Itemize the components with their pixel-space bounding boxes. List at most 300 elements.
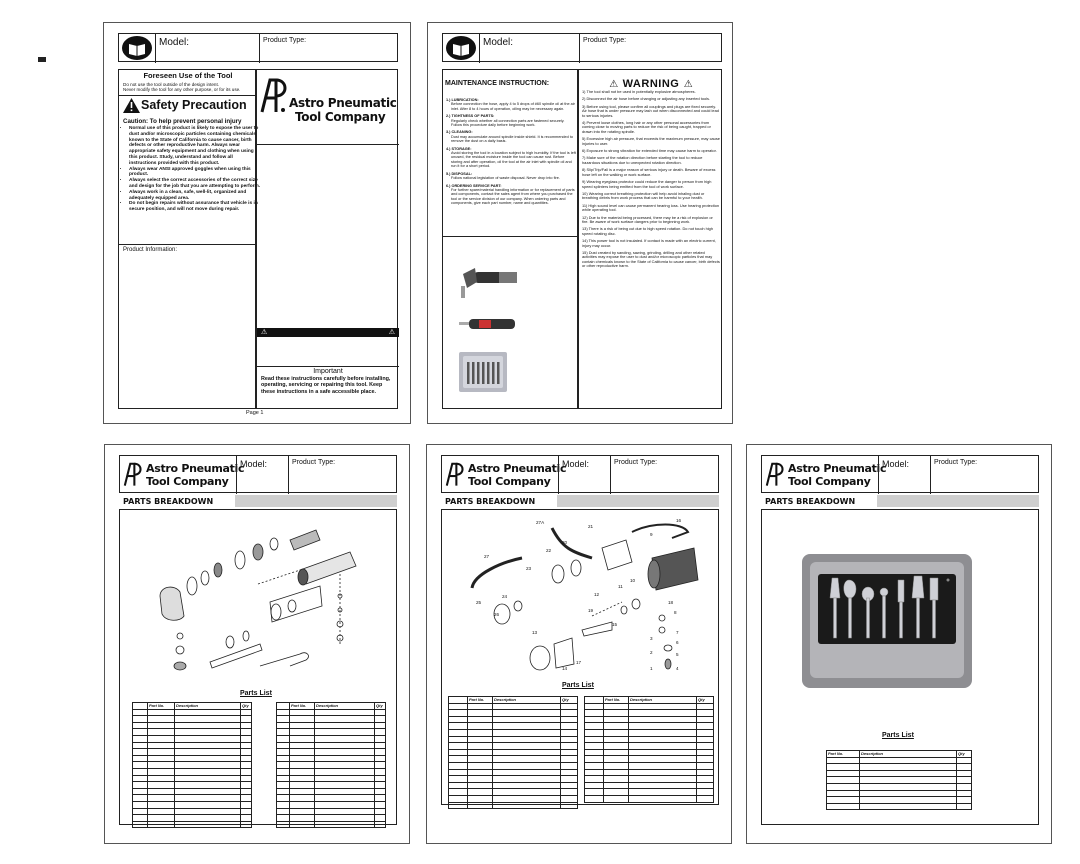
col-description: Description: [629, 697, 697, 704]
table-row: [585, 762, 714, 769]
table-row: [449, 703, 578, 710]
table-cell: [697, 749, 714, 756]
table-cell: [585, 789, 604, 796]
col-part-no: Part No.: [468, 697, 493, 704]
table-cell: [561, 743, 578, 750]
warning-banner-icon-right: ⚠: [388, 329, 395, 336]
table-row: [585, 723, 714, 730]
parts-breakdown-title: PARTS BREAKDOWN: [765, 497, 856, 506]
table-cell: [493, 723, 561, 730]
page3-header: [119, 455, 397, 493]
maintenance-item: 6.) ORDERING SERVICE PART: For further spare/material handling information or for replacement of parts and components, contact the sales agent from where you purchased the tool or the service division of our company. When ordering parts and components, give each part number, name and quantities.: [446, 183, 575, 206]
table-cell: [629, 710, 697, 717]
manual-page-4: [426, 444, 732, 844]
table-cell: [148, 742, 175, 749]
table-cell: [585, 769, 604, 776]
warning-item: 7) Make sure of the rotation direction before starting the tool to reduce hazardous situations due to unexpected rotation direction.: [582, 155, 703, 165]
col-qty: Qty: [241, 703, 252, 710]
table-row: [449, 776, 578, 783]
foreseen-title: Foreseen Use of the Tool: [143, 71, 233, 80]
warning-item: 9) Wearing eyeglass protector could reduce the danger to person from high speed splinters being emitted from the tool of work surface.: [582, 179, 712, 189]
table-cell: [375, 808, 386, 815]
table-cell: [585, 749, 604, 756]
callout-label: 22: [546, 548, 552, 553]
table-row: [277, 808, 386, 815]
title-bar: [877, 495, 1039, 507]
table-cell: [697, 716, 714, 723]
table-cell: [315, 788, 375, 795]
table-row: [133, 716, 252, 723]
table-cell: [468, 769, 493, 776]
book-icon: [122, 36, 152, 60]
safety-bullets: [121, 126, 261, 213]
table-cell: [493, 749, 561, 756]
table-cell: [133, 742, 148, 749]
table-cell: [148, 782, 175, 789]
model-label: Model:: [562, 459, 590, 469]
table-row: [827, 777, 972, 784]
table-cell: [629, 743, 697, 750]
table-cell: [561, 762, 578, 769]
warning-item: 8) Slip/Trip/Fall is a major reason of serious injury or death. Beware of excess hose left on the walking or work surface.: [582, 167, 716, 177]
parts-table-body: [133, 709, 252, 828]
table-cell: [315, 808, 375, 815]
table-cell: [561, 782, 578, 789]
manual-page-5: [746, 444, 1052, 844]
table-cell: [290, 716, 315, 723]
callout-label: 19: [588, 608, 594, 613]
col-description: Description: [493, 697, 561, 704]
table-row: [449, 729, 578, 736]
safety-bullet: • Normal use of this product is likely to expose the user to dust and/or microscopic particles containing chemicals known to the State of California to cause cancer, birth defects or other reproductive harm. Always wear appropriate safety equipment and clothing when using this product. Study, understand and follow all instructions provided with this product.: [129, 126, 261, 167]
table-row: [827, 783, 972, 790]
table-cell: [860, 783, 957, 790]
table-cell: [585, 716, 604, 723]
table-row: [133, 729, 252, 736]
callout-label: 9: [650, 532, 653, 537]
important-text: Read these instructions carefully before installing, operating, servicing or repairing this tool. Keep these instructions in a safe accessible place.: [261, 376, 391, 395]
ap-logo-icon: [445, 461, 465, 492]
table-cell: [827, 790, 860, 797]
table-cell: [375, 709, 386, 716]
table-cell: [241, 768, 252, 775]
table-cell: [604, 723, 629, 730]
callout-label: 20: [562, 540, 568, 545]
warning-item: 10) Wearing correct breathing protection will help avoid inhaling dust or breathing debris from work process that can be harmful to your health.: [582, 190, 705, 201]
table-cell: [493, 795, 561, 802]
table-cell: [277, 729, 290, 736]
table-cell: [315, 782, 375, 789]
table-cell: [860, 770, 957, 777]
maintenance-item: 1.) LUBRICATION: Before connection the hose, apply 4 to 5 drops of #60 spindle oil at the air inlet. After 8 to 4 hours of operation, oiling may be necessary again.: [446, 98, 575, 111]
table-cell: [133, 795, 148, 802]
table-cell: [493, 782, 561, 789]
table-cell: [133, 729, 148, 736]
table-cell: [604, 716, 629, 723]
table-header-row: [277, 703, 386, 710]
table-cell: [175, 821, 241, 828]
table-cell: [175, 716, 241, 723]
table-row: [827, 797, 972, 804]
table-cell: [148, 735, 175, 742]
table-cell: [493, 776, 561, 783]
safety-bullet: • Always select the correct accessories of the correct size and design for the job that you are attempting to perform.: [129, 178, 261, 190]
table-cell: [468, 729, 493, 736]
table-cell: [148, 709, 175, 716]
table-cell: [604, 756, 629, 763]
burr-set-image: [459, 352, 507, 392]
table-row: [277, 716, 386, 723]
table-cell: [493, 716, 561, 723]
table-cell: [315, 735, 375, 742]
maintenance-item: 4.) STORAGE: Avoid storing the tool in a location subject to high humidity. If the tool is left unused, the residual moisture inside the tool can cause rust. Before storing and after operation, oil the tool at the air inlet with spindle oil and run it for a short period.: [446, 146, 576, 169]
warning-banner-icon-left: ⚠: [261, 329, 268, 336]
table-cell: [175, 801, 241, 808]
table-cell: [827, 777, 860, 784]
table-cell: [290, 821, 315, 828]
callout-label: 14: [562, 666, 568, 671]
table-cell: [133, 788, 148, 795]
table-cell: [957, 770, 972, 777]
product-type-label: Product Type:: [292, 459, 336, 466]
company-name-line-1: Astro Pneumatic: [146, 462, 245, 475]
table-cell: [290, 729, 315, 736]
model-label: Model:: [240, 459, 268, 469]
page-number: Page 1: [246, 410, 264, 416]
table-cell: [561, 795, 578, 802]
table-row: [449, 749, 578, 756]
table-cell: [175, 808, 241, 815]
table-cell: [449, 782, 468, 789]
table-cell: [175, 735, 241, 742]
callout-label: 4: [676, 666, 679, 671]
table-cell: [629, 749, 697, 756]
table-cell: [148, 768, 175, 775]
page3-drawing-frame: [119, 509, 397, 825]
angle-die-grinder-image: [459, 262, 519, 305]
table-cell: [241, 782, 252, 789]
page-marker-icon: [38, 57, 46, 62]
table-cell: [957, 764, 972, 771]
table-cell: [133, 801, 148, 808]
manual-page-3: [104, 444, 410, 844]
table-cell: [827, 770, 860, 777]
table-cell: [697, 756, 714, 763]
table-cell: [290, 742, 315, 749]
table-cell: [277, 788, 290, 795]
col-part-no: Part No.: [827, 751, 860, 758]
table-cell: [697, 703, 714, 710]
table-row: [827, 803, 972, 810]
callout-label: 12: [594, 592, 600, 597]
table-row: [449, 795, 578, 802]
table-cell: [290, 782, 315, 789]
company-name-line-1: Astro Pneumatic: [788, 462, 887, 475]
table-row: [133, 735, 252, 742]
table-cell: [468, 723, 493, 730]
table-cell: [175, 762, 241, 769]
table-cell: [148, 716, 175, 723]
table-row: [133, 801, 252, 808]
table-cell: [175, 775, 241, 782]
table-cell: [585, 782, 604, 789]
table-row: [277, 795, 386, 802]
table-cell: [375, 768, 386, 775]
table-row: [449, 789, 578, 796]
table-row: [585, 782, 714, 789]
table-cell: [375, 735, 386, 742]
straight-die-grinder-image: [459, 316, 517, 337]
table-cell: [241, 729, 252, 736]
table-row: [133, 749, 252, 756]
table-cell: [827, 797, 860, 804]
table-cell: [277, 755, 290, 762]
table-cell: [697, 795, 714, 802]
parts-list-title: Parts List: [562, 682, 594, 689]
table-row: [585, 776, 714, 783]
table-row: [277, 821, 386, 828]
table-cell: [468, 736, 493, 743]
table-cell: [860, 790, 957, 797]
warning-item: 3) Before using tool, please confirm all couplings and plugs are fixed securely. Air hose that is under pressure may lash out when disconnected and could lead to serious injuries.: [582, 103, 719, 118]
table-cell: [277, 782, 290, 789]
col-qty: Qty: [375, 703, 386, 710]
table-cell: [241, 749, 252, 756]
table-cell: [604, 789, 629, 796]
table-cell: [629, 769, 697, 776]
table-cell: [697, 710, 714, 717]
table-cell: [449, 716, 468, 723]
table-cell: [241, 801, 252, 808]
table-cell: [629, 782, 697, 789]
table-cell: [290, 735, 315, 742]
table-cell: [290, 709, 315, 716]
table-cell: [277, 808, 290, 815]
table-cell: [277, 801, 290, 808]
table-cell: [561, 802, 578, 809]
table-cell: [241, 762, 252, 769]
table-cell: [860, 764, 957, 771]
warning-item: 2) Disconnect the air hose before changing or adjusting any inserted tools.: [582, 96, 711, 102]
table-cell: [241, 755, 252, 762]
table-cell: [133, 722, 148, 729]
col-part-no: Part No.: [148, 703, 175, 710]
table-cell: [277, 775, 290, 782]
callout-label: 27A: [536, 520, 545, 525]
table-cell: [604, 769, 629, 776]
table-cell: [449, 756, 468, 763]
table-cell: [561, 756, 578, 763]
table-cell: [604, 762, 629, 769]
table-cell: [175, 768, 241, 775]
table-cell: [375, 749, 386, 756]
table-row: [133, 821, 252, 828]
table-cell: [629, 723, 697, 730]
manual-page-1: [103, 22, 411, 424]
table-cell: [585, 762, 604, 769]
table-cell: [468, 710, 493, 717]
page1-header: [118, 33, 398, 62]
table-cell: [827, 764, 860, 771]
table-row: [277, 801, 386, 808]
table-row: [133, 782, 252, 789]
foreseen-line-1: Do not use the tool outside of the design intent.: [123, 82, 220, 87]
warning-item: 13) There is a risk of being cut due to high speed rotation. Do not touch high speed rotating disc.: [582, 226, 713, 236]
table-cell: [697, 736, 714, 743]
table-cell: [133, 768, 148, 775]
table-cell: [241, 815, 252, 822]
maintenance-item: 2.) TIGHTNESS OF PARTS: Regularly check whether all connection parts are fastened securely. Follow this procedure daily before beginning work.: [446, 114, 565, 128]
table-header-row: [133, 703, 252, 710]
exploded-view-drawing: [462, 518, 702, 683]
table-cell: [604, 703, 629, 710]
table-cell: [561, 723, 578, 730]
table-cell: [860, 777, 957, 784]
table-cell: [375, 729, 386, 736]
product-type-label: Product Type:: [263, 37, 307, 44]
table-cell: [629, 795, 697, 802]
col-qty: Qty: [697, 697, 714, 704]
parts-table-right: [584, 696, 714, 803]
table-cell: [604, 782, 629, 789]
product-type-label: Product Type:: [614, 459, 658, 466]
maintenance-item: 3.) CLEANING: Dust may accumulate around spindle inside shield. It is recommended to remove the dust on a daily basis.: [446, 130, 573, 144]
table-cell: [629, 762, 697, 769]
table-row: [449, 710, 578, 717]
warning-banner: [257, 328, 399, 337]
table-cell: [290, 722, 315, 729]
table-cell: [449, 762, 468, 769]
table-cell: [175, 815, 241, 822]
table-cell: [561, 729, 578, 736]
title-bar: [235, 495, 397, 507]
table-cell: [468, 802, 493, 809]
table-row: [449, 762, 578, 769]
callout-label: 26: [494, 612, 500, 617]
table-cell: [241, 788, 252, 795]
table-cell: [175, 795, 241, 802]
callout-label: 5: [676, 652, 679, 657]
table-cell: [493, 703, 561, 710]
table-cell: [493, 756, 561, 763]
table-cell: [629, 736, 697, 743]
callout-label: 6: [676, 640, 679, 645]
table-cell: [175, 755, 241, 762]
table-cell: [277, 768, 290, 775]
table-cell: [449, 789, 468, 796]
table-cell: [629, 756, 697, 763]
table-row: [277, 709, 386, 716]
table-cell: [277, 795, 290, 802]
table-cell: [175, 709, 241, 716]
table-cell: [957, 803, 972, 810]
table-row: [449, 743, 578, 750]
table-cell: [449, 769, 468, 776]
table-cell: [315, 716, 375, 723]
table-cell: [375, 788, 386, 795]
table-row: [133, 755, 252, 762]
table-cell: [604, 795, 629, 802]
table-cell: [449, 743, 468, 750]
table-cell: [449, 776, 468, 783]
table-cell: [585, 743, 604, 750]
company-name-line-2: Tool Company: [468, 475, 551, 488]
safety-bullet: • Always wear ANSI approved goggles when using this product.: [129, 167, 261, 179]
table-cell: [290, 801, 315, 808]
table-cell: [449, 795, 468, 802]
exploded-view-drawing: [150, 526, 370, 681]
parts-table-body: [827, 757, 972, 810]
table-cell: [860, 803, 957, 810]
table-cell: [449, 710, 468, 717]
company-name-line-1: Astro Pneumatic: [289, 96, 397, 110]
table-cell: [375, 775, 386, 782]
table-cell: [148, 788, 175, 795]
table-row: [449, 756, 578, 763]
table-cell: [290, 788, 315, 795]
callout-label: 23: [526, 566, 532, 571]
parts-table-body: [585, 703, 714, 802]
table-cell: [277, 735, 290, 742]
table-cell: [315, 821, 375, 828]
table-row: [277, 729, 386, 736]
table-cell: [468, 762, 493, 769]
warning-triangle-icon: [123, 98, 140, 118]
table-cell: [604, 710, 629, 717]
company-name-line-2: Tool Company: [788, 475, 871, 488]
table-cell: [375, 801, 386, 808]
table-cell: [585, 776, 604, 783]
table-cell: [315, 762, 375, 769]
callout-label: 16: [676, 518, 682, 523]
table-cell: [290, 808, 315, 815]
table-cell: [449, 703, 468, 710]
table-cell: [468, 749, 493, 756]
table-cell: [315, 722, 375, 729]
company-name-line-1: Astro Pneumatic: [468, 462, 567, 475]
table-row: [277, 735, 386, 742]
company-name-line-2: Tool Company: [146, 475, 229, 488]
page5-drawing-frame: [761, 509, 1039, 825]
table-cell: [604, 776, 629, 783]
table-row: [133, 788, 252, 795]
table-row: [827, 757, 972, 764]
table-cell: [290, 755, 315, 762]
table-cell: [493, 710, 561, 717]
table-cell: [585, 795, 604, 802]
table-cell: [697, 782, 714, 789]
table-cell: [133, 821, 148, 828]
table-cell: [148, 775, 175, 782]
table-row: [585, 769, 714, 776]
table-cell: [148, 762, 175, 769]
table-row: [277, 788, 386, 795]
table-cell: [449, 723, 468, 730]
warning-item: 15) Dust created by sanding, sawing, grinding, drilling and other related activities may expose the user to dust and/or microscopic particles that may contain chemicals known to the State of California to cause cancer, birth defects or other reproductive harm.: [582, 249, 720, 269]
table-cell: [241, 735, 252, 742]
table-row: [449, 736, 578, 743]
table-cell: [241, 709, 252, 716]
col-description: Description: [315, 703, 375, 710]
table-cell: [315, 775, 375, 782]
table-row: [133, 722, 252, 729]
ap-logo-icon: [123, 461, 143, 492]
table-cell: [468, 716, 493, 723]
table-cell: [290, 762, 315, 769]
table-cell: [375, 755, 386, 762]
table-cell: [449, 749, 468, 756]
table-cell: [585, 736, 604, 743]
